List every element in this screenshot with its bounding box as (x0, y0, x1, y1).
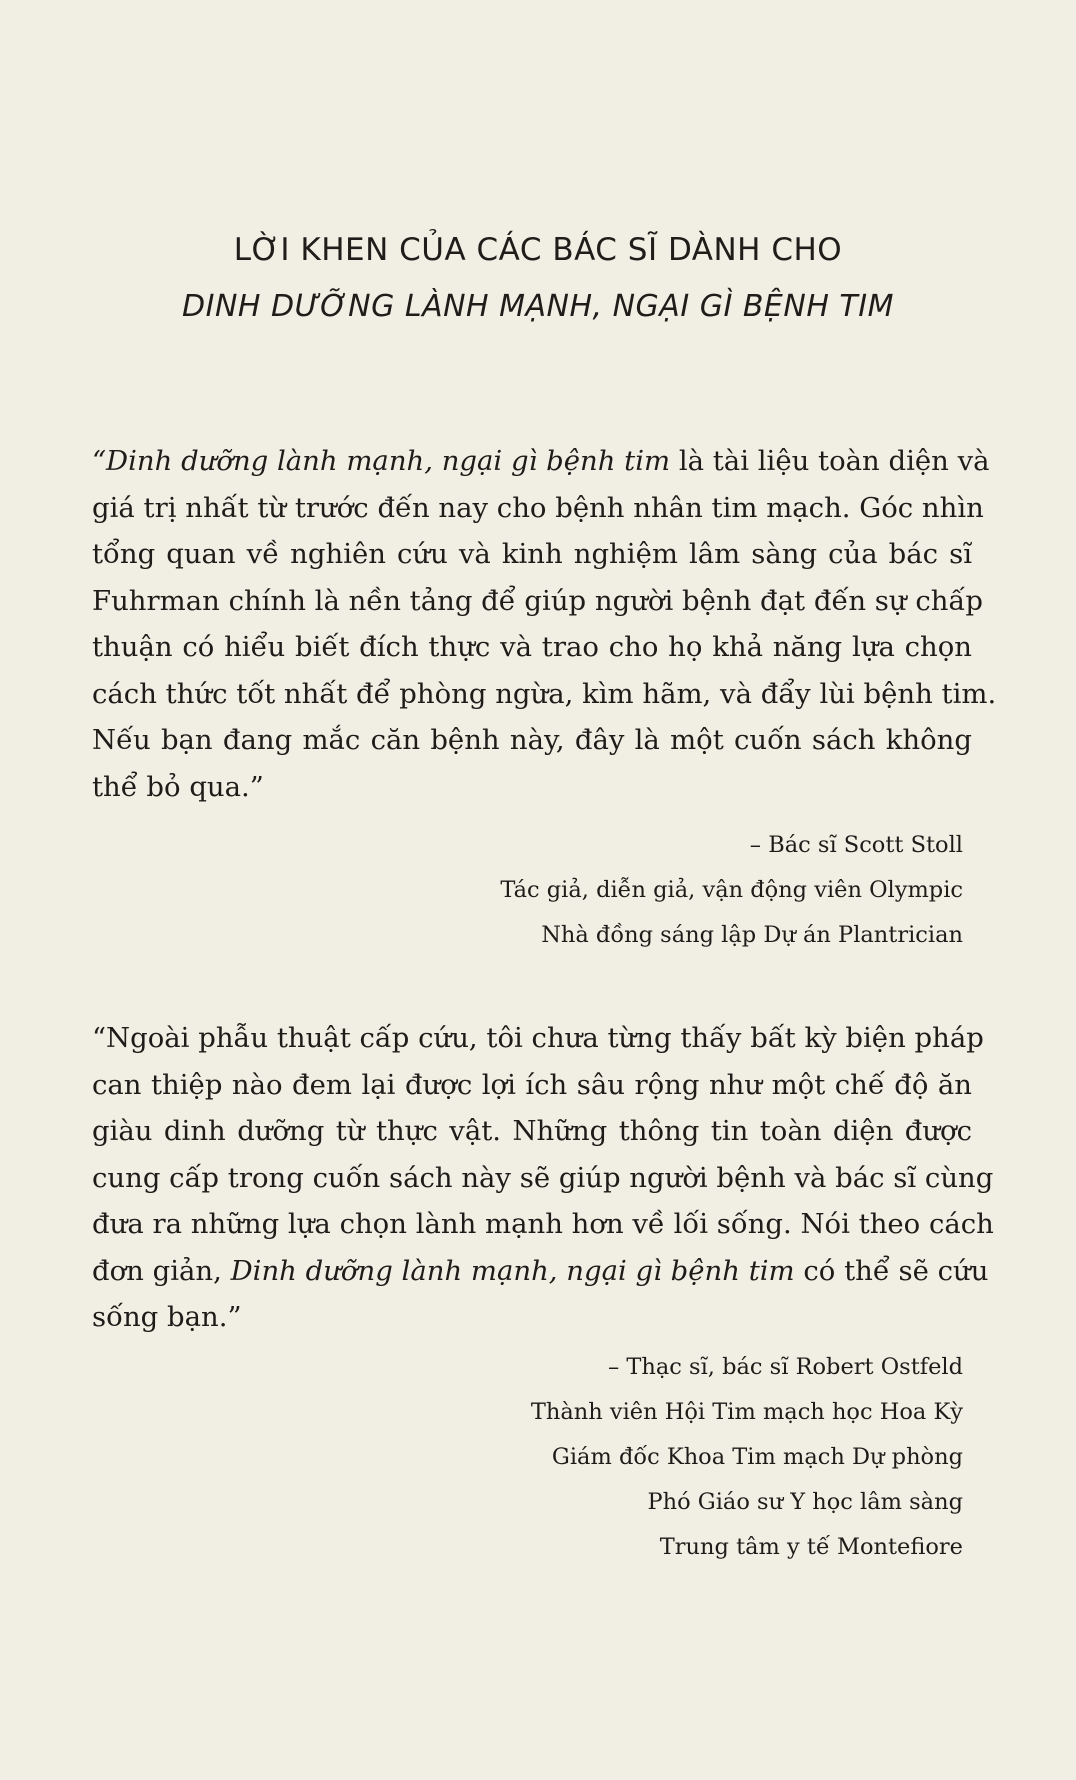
attribution-role: Tác giả, diễn giả, vận động viên Olympic (500, 877, 963, 903)
quote-1-attribution (500, 823, 963, 958)
quote-2-line (92, 1248, 989, 1295)
quote-2-line: giàu dinh dưỡng từ thực vật. Những thông tin toàn diện được (92, 1115, 972, 1147)
quote-1-line: thể bỏ qua.” (92, 770, 264, 803)
quote-1-book-title: “Dinh dưỡng lành mạnh, ngại gì bệnh tim (92, 445, 671, 477)
page-heading-line-2: DINH DƯỠNG LÀNH MẠNH, NGẠI GÌ BỆNH TIM (182, 289, 894, 324)
quote-2-paragraph (92, 1015, 994, 1341)
quote-2-book-title: Dinh dưỡng lành mạnh, ngại gì bệnh tim (230, 1254, 795, 1287)
attribution-role: Phó Giáo sư Y học lâm sàng (647, 1489, 963, 1515)
quote-1-line: tổng quan về nghiên cứu và kinh nghiệm lâm sàng của bác sĩ (92, 538, 972, 570)
quote-1-line (92, 438, 990, 485)
quote-1-line: Nếu bạn đang mắc căn bệnh này, đây là một cuốn sách không (92, 724, 972, 756)
quote-2-line: đưa ra những lựa chọn lành mạnh hơn về lối sống. Nói theo cách (92, 1208, 994, 1240)
attribution-role: Nhà đồng sáng lập Dự án Plantrician (541, 922, 963, 948)
quote-2-line: cung cấp trong cuốn sách này sẽ giúp người bệnh và bác sĩ cùng (92, 1161, 994, 1194)
attribution-role: Giám đốc Khoa Tim mạch Dự phòng (551, 1444, 963, 1470)
quote-1-line: Fuhrman chính là nền tảng để giúp người bệnh đạt đến sự chấp (92, 584, 983, 617)
quote-2-attribution (531, 1345, 963, 1570)
quote-1-line: giá trị nhất từ trước đến nay cho bệnh nhân tim mạch. Góc nhìn (92, 491, 984, 524)
quote-2-line: “Ngoài phẫu thuật cấp cứu, tôi chưa từng thấy bất kỳ biện pháp (92, 1022, 984, 1054)
attribution-role: Thành viên Hội Tim mạch học Hoa Kỳ (530, 1399, 963, 1425)
attribution-role: Trung tâm y tế Montefiore (659, 1534, 963, 1560)
quote-1-line: cách thức tốt nhất để phòng ngừa, kìm hãm, và đẩy lùi bệnh tim. (92, 677, 997, 710)
attribution-name: – Bác sĩ Scott Stoll (749, 832, 963, 858)
quote-2-line-6-end: có thể sẽ cứu (794, 1254, 989, 1287)
quote-2-line: sống bạn.” (92, 1301, 242, 1333)
quote-1-line: thuận có hiểu biết đích thực và trao cho họ khả năng lựa chọn (92, 631, 972, 663)
quote-2-line: can thiệp nào đem lại được lợi ích sâu rộng như một chế độ ăn (92, 1068, 972, 1101)
quote-2-line-6-start: đơn giản, (92, 1254, 231, 1287)
attribution-name: – Thạc sĩ, bác sĩ Robert Ostfeld (607, 1354, 963, 1380)
page-heading-line-1: LỜI KHEN CỦA CÁC BÁC SĨ DÀNH CHO (233, 232, 843, 268)
quote-1-line-1-rest: là tài liệu toàn diện và (670, 445, 990, 477)
quote-1-paragraph (92, 438, 997, 810)
